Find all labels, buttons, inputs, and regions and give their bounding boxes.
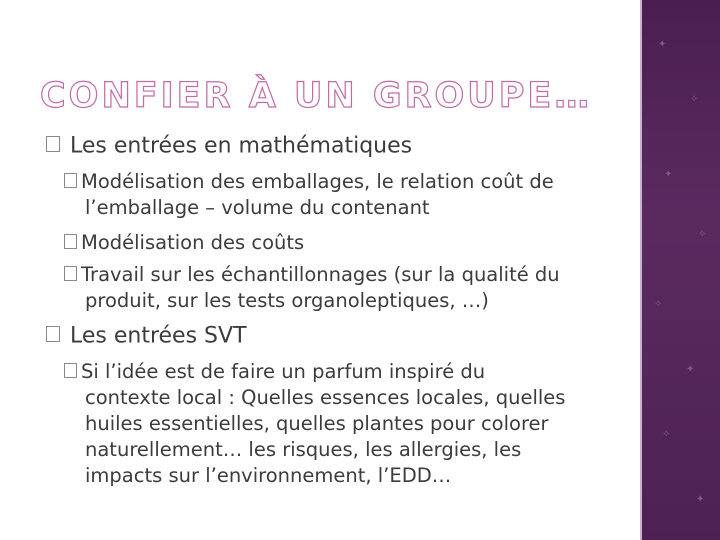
sparkle-icon: ✦ <box>664 169 673 180</box>
sub-bullet-text: Modélisation des coûts <box>81 231 305 254</box>
sub-bullet-item <box>64 262 624 314</box>
band-divider <box>640 0 642 540</box>
checkbox-bullet-icon <box>64 363 77 378</box>
checkbox-bullet-icon <box>46 136 60 152</box>
heading-text: Les entrées en mathématiques <box>70 133 413 159</box>
heading-text: Les entrées SVT <box>70 323 247 349</box>
checkbox-bullet-icon <box>64 173 77 188</box>
sub-bullet-text: Modélisation des emballages, le relation coût de <box>81 170 554 193</box>
slide-title: CONFIER À UN GROUPE… <box>40 76 593 116</box>
sub-bullet-text: huiles essentielles, quelles plantes pour colorer <box>85 412 549 435</box>
sparkle-icon: ✧ <box>698 229 707 240</box>
sub-bullet-item <box>64 230 624 256</box>
bullet-heading-math <box>46 133 412 159</box>
sub-bullet-text: produit, sur les tests organoleptiques, …) <box>85 289 489 312</box>
sparkle-icon: ✦ <box>686 364 695 375</box>
sub-bullet-text: Si l’idée est de faire un parfum inspiré du <box>81 360 486 383</box>
sparkle-icon: ✧ <box>662 429 671 440</box>
sub-bullet-item <box>64 169 624 221</box>
sparkle-icon: ✦ <box>696 494 705 505</box>
sub-bullet-text: impacts sur l’environnement, l’EDD… <box>85 464 452 487</box>
bullet-heading-svt <box>46 323 247 349</box>
decorative-side-band <box>640 0 720 540</box>
sub-bullet-item <box>64 359 624 489</box>
sub-bullet-text: Travail sur les échantillonnages (sur la qualité du <box>81 263 560 286</box>
sub-bullet-text: naturellement… les risques, les allergies, les <box>85 438 522 461</box>
sub-bullet-text: contexte local : Quelles essences locales, quelles <box>85 386 566 409</box>
checkbox-bullet-icon <box>64 234 77 249</box>
sparkle-icon: ✦ <box>658 39 667 50</box>
sparkle-icon: ✧ <box>654 299 663 310</box>
checkbox-bullet-icon <box>64 266 77 281</box>
checkbox-bullet-icon <box>46 326 60 342</box>
sub-bullet-text: l’emballage – volume du contenant <box>85 196 430 219</box>
sparkle-icon: ✧ <box>690 94 699 105</box>
